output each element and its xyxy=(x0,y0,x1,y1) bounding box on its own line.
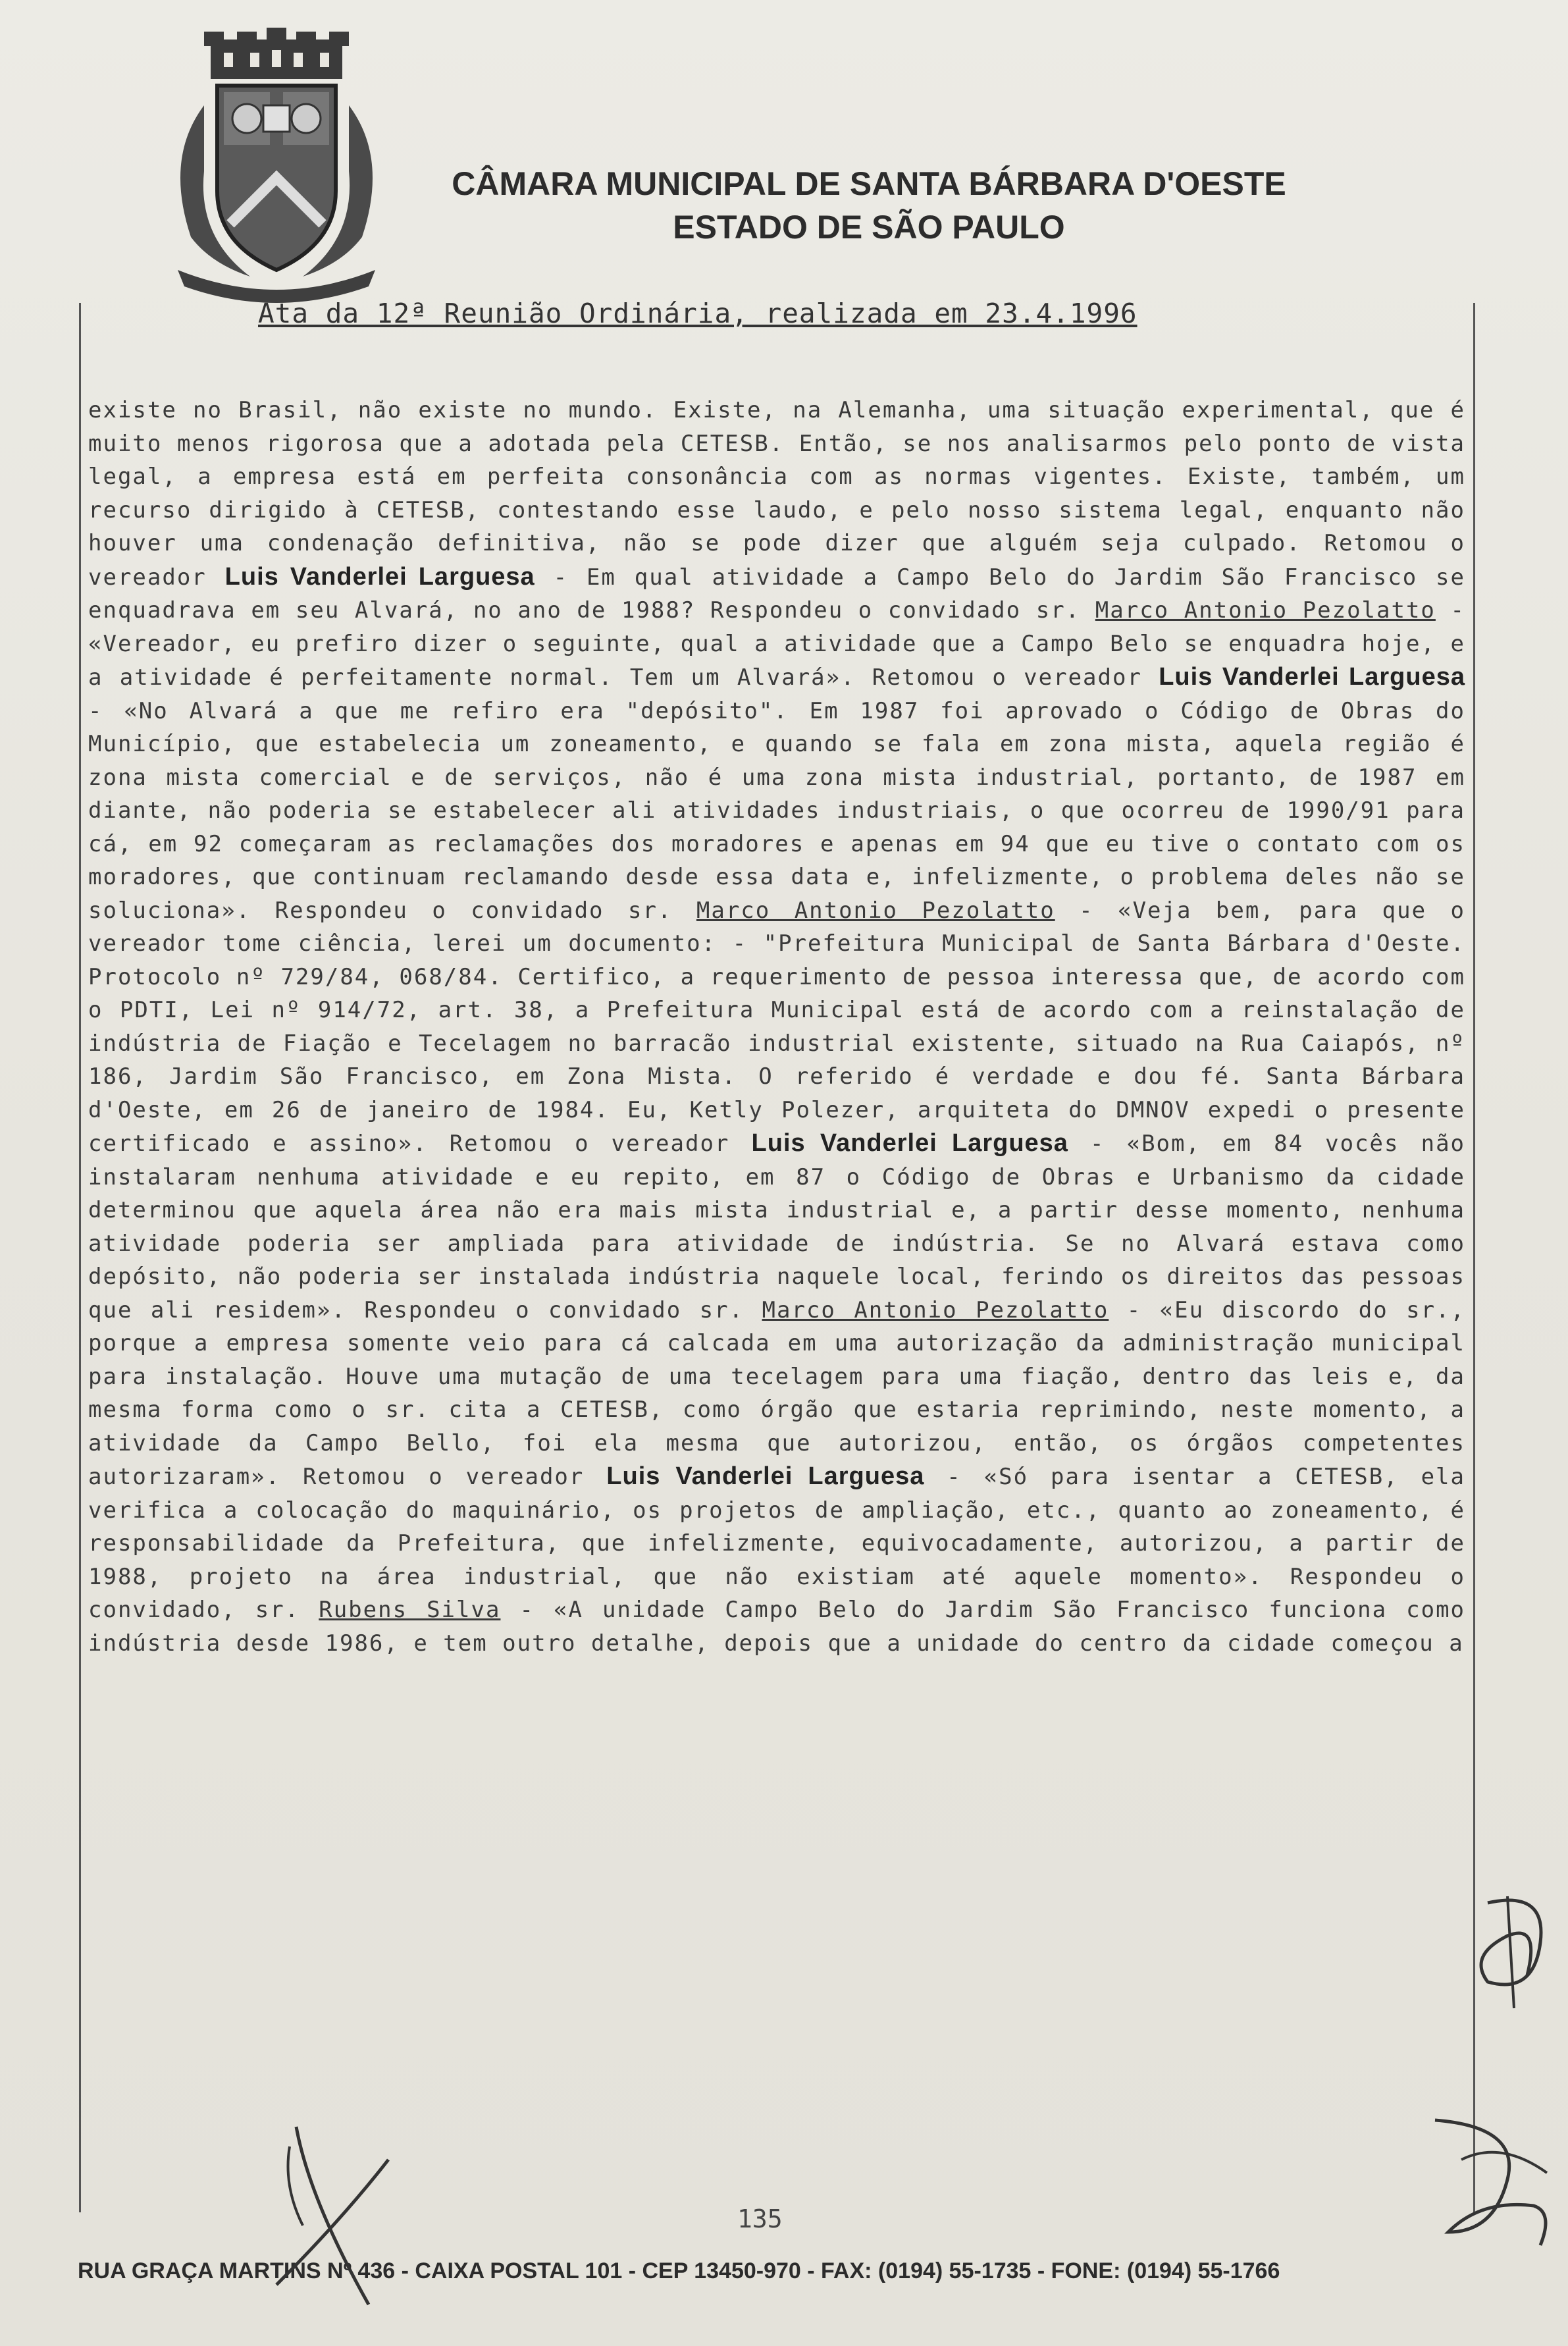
institution-name: CÂMARA MUNICIPAL DE SANTA BÁRBARA D'OESTE xyxy=(452,165,1286,202)
minutes-body xyxy=(88,394,1465,1660)
text-run: - «Veja bem, para que o vereador tome ciência, lerei um documento: - "Prefeitura Municipal de Santa Bárbara d'Oeste. Protocolo nº 729/84, 068/84. Certifico, a requerimento de pessoa interessa que, de acordo com o PDTI, Lei nº 914/72, art. 38, a Prefeitura Municipal está de acordo com a reinstalação de indústria de Fiação e Tecelagem no barracão industrial existente, situado na Rua Caiapós, nº 186, Jardim São Francisco, em Zona Mista. O referido é verdade e dou fé. Santa Bárbara d'Oeste, em 26 de janeiro de 1984. Eu, Ketly Polezer, arquiteta do DMNOV expedi o presente certificado e assino». Retomou o vereador xyxy=(88,897,1465,1157)
page-number: 135 xyxy=(737,2204,783,2233)
letterhead-footer: RUA GRAÇA MARTINS Nº 436 - CAIXA POSTAL 101 - CEP 13450-970 - FAX: (0194) 55-1735 - FONE: (0194) 55-1766 xyxy=(78,2258,1280,2283)
signature-initials-right xyxy=(1468,1883,1560,2028)
municipal-coat-of-arms xyxy=(151,26,402,303)
signature-right-bottom xyxy=(1422,2100,1560,2258)
text-run: - «A unidade Campo Belo do Jardim São Francisco funciona como indústria desde 1986, e tem outro detalhe, depois que a unidade do centro da cidade começou a xyxy=(88,1597,1466,1657)
text-run: - Em qual atividade a Campo Belo do Jardim São Francisco se enquadrava em seu Alvará, no ano de 1988? Respondeu o convidado sr. xyxy=(88,564,1465,624)
speaker-name: Marco Antonio Pezolatto xyxy=(762,1296,1109,1323)
text-run: existe no Brasil, não existe no mundo. Existe, na Alemanha, uma situação experimental, que é muito menos rigorosa que a adotada pela CETESB. Então, se nos analisarmos pelo ponto de vista legal, a empresa está em perfeita consonância com as normas vigentes. Existe, também, um recurso dirigido à CETESB, contestando esse laudo, e pelo nosso sistema legal, enquanto não houver uma condenação definitiva, não se pode dizer que alguém seja culpado. Retomou o vereador xyxy=(88,397,1465,591)
left-margin-rule xyxy=(79,303,81,2212)
text-run: - «No Alvará a que me refiro era "depósito". Em 1987 foi aprovado o Código de Obras do Município, que estabelecia um zoneamento, e quando se fala em zona mista, aquela região é zona mista comercial e de serviços, não é uma zona mista industrial, portanto, de 1987 em diante, não poderia se estabelecer ali atividades industriais, o que ocorreu de 1990/91 para cá, em 92 começaram as reclamações dos moradores e apenas em 94 que eu tive o contato com os moradores, que continuam reclamando desde essa data e, infelizmente, o problema deles não se soluciona». Respondeu o convidado sr. xyxy=(88,697,1465,924)
speaker-name: Rubens Silva xyxy=(319,1597,501,1623)
text-run: - «Só para isentar a CETESB, ela verifica a colocação do maquinário, os projetos de ampliação, etc., quanto ao zoneamento, é responsabilidade da Prefeitura, que infelizmente, equivocadamente, autorizou, a partir de 1988, projeto na área industrial, que não existiam até aquele momento». Respondeu o convidado, sr. xyxy=(88,1464,1465,1623)
speaker-name: Luis Vanderlei Larguesa xyxy=(751,1129,1068,1157)
state-name: ESTADO DE SÃO PAULO xyxy=(673,209,1065,246)
signature-cross-bottom xyxy=(263,2120,408,2318)
text-run: - «Eu discordo do sr., porque a empresa somente veio para cá calcada em uma autorização da administração municipal para instalação. Houve uma mutação de uma tecelagem para uma fiação, dentro das leis e, da mesma forma como o sr. cita a CETESB, como órgão que estaria reprimindo, neste momento, a atividade da Campo Bello, foi ela mesma que autorizou, então, os órgãos competentes autorizaram». Retomou o vereador xyxy=(88,1296,1465,1490)
text-run: - «Vereador, eu prefiro dizer o seguinte, qual a atividade que a Campo Belo se enquadra hoje, e a atividade é perfeitamente normal. Tem um Alvará». Retomou o vereador xyxy=(88,597,1465,691)
speaker-name: Luis Vanderlei Larguesa xyxy=(1159,663,1465,691)
speaker-name: Luis Vanderlei Larguesa xyxy=(224,562,535,591)
text-run: - «Bom, em 84 vocês não instalaram nenhuma atividade e eu repito, em 87 o Código de Obras e Urbanismo da cidade determinou que aquela área não era mais mista industrial e, a partir desse momento, nenhuma atividade poderia ser ampliada para atividade de indústria. Se no Alvará estava como depósito, não poderia ser instalada indústria naquele local, ferindo os direitos das pessoas que ali residem». Respondeu o convidado sr. xyxy=(88,1131,1466,1323)
speaker-name: Marco Antonio Pezolatto xyxy=(696,897,1055,924)
speaker-name: Marco Antonio Pezolatto xyxy=(1095,597,1436,624)
letterhead-title xyxy=(408,162,1330,249)
minutes-title: Ata da 12ª Reunião Ordinária, realizada em 23.4.1996 xyxy=(258,298,1137,329)
speaker-name: Luis Vanderlei Larguesa xyxy=(606,1462,925,1490)
